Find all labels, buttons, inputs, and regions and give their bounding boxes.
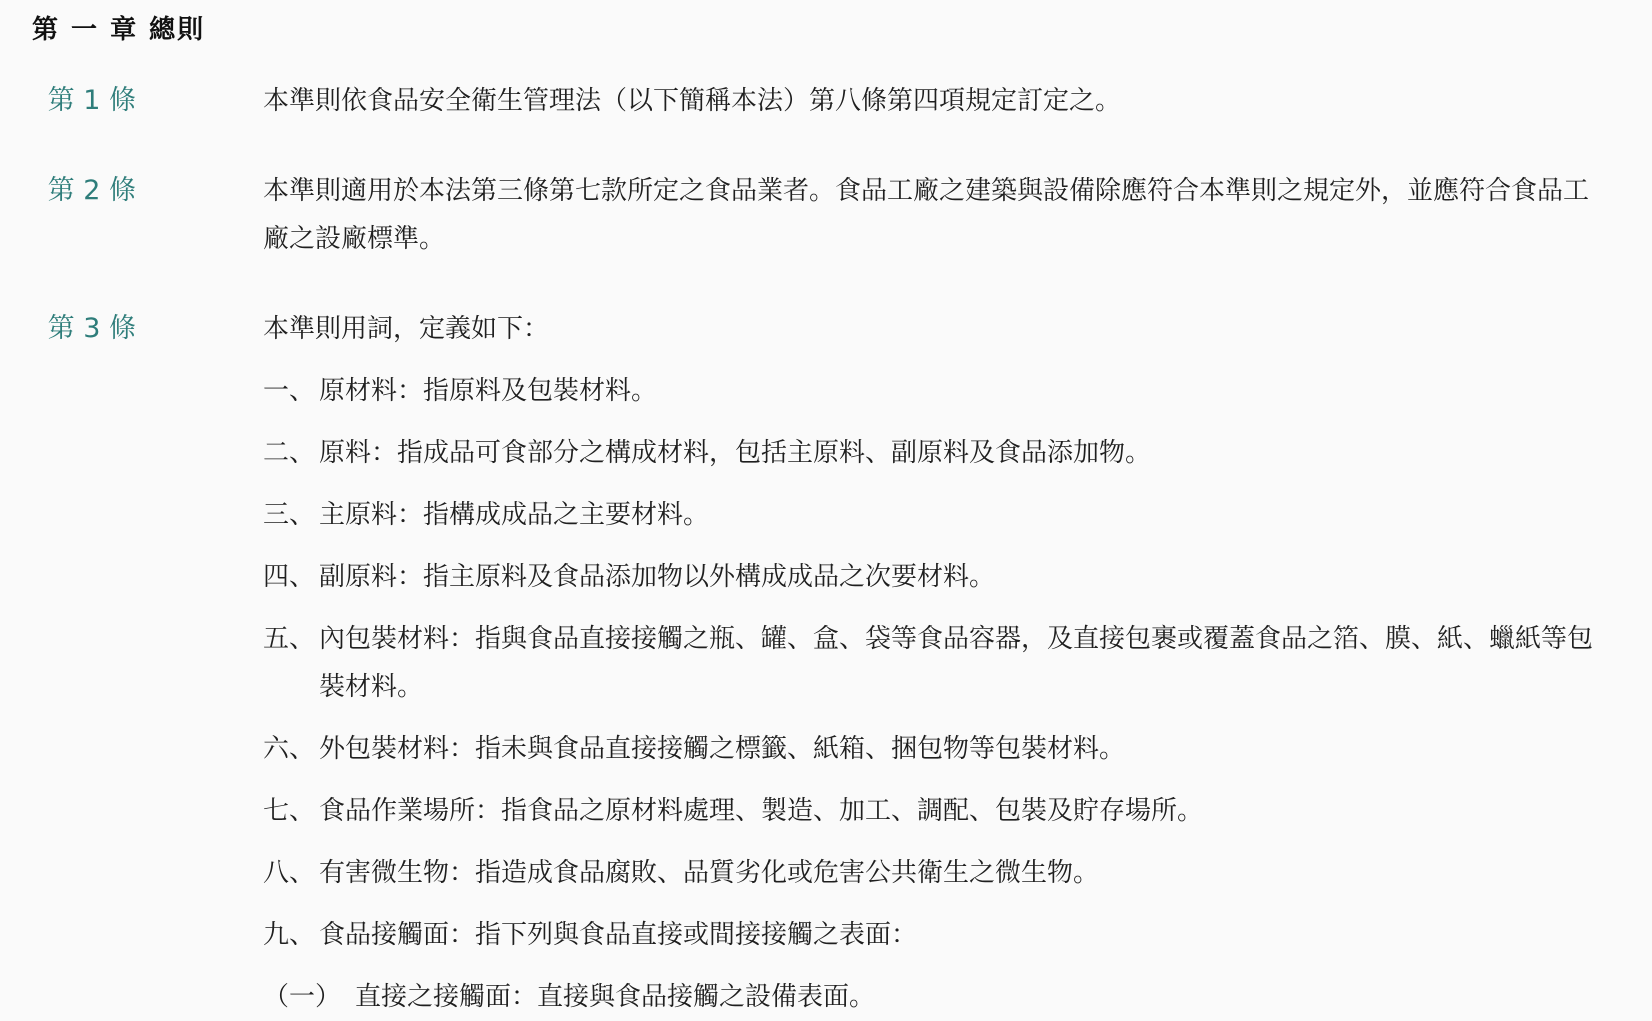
article-intro: 本準則用詞，定義如下： xyxy=(263,314,550,344)
item-number: 八、 xyxy=(263,858,316,888)
item-number: 九、 xyxy=(263,920,316,950)
definition-item xyxy=(263,367,1603,415)
definition-item xyxy=(263,849,1603,897)
article-number-link[interactable]: 第 2 條 xyxy=(47,175,136,206)
item-number: 四、 xyxy=(263,562,316,592)
item-number: 三、 xyxy=(263,500,316,530)
item-text: 原料：指成品可食部分之構成材料，包括主原料、副原料及食品添加物。 xyxy=(319,438,1152,468)
item-text: 副原料：指主原料及食品添加物以外構成成品之次要材料。 xyxy=(319,562,996,592)
definition-item xyxy=(263,615,1603,711)
sub-item-number: （一） xyxy=(263,982,342,1012)
item-text: 主原料：指構成成品之主要材料。 xyxy=(319,500,710,530)
item-number: 二、 xyxy=(263,438,316,468)
definition-item xyxy=(263,725,1603,773)
article-content xyxy=(263,305,1603,1021)
chapter-title: 第 一 章 總則 xyxy=(32,15,206,45)
definition-item xyxy=(263,429,1603,477)
article-text: 本準則適用於本法第三條第七款所定之食品業者。食品工廠之建築與設備除應符合本準則之規定外，並應符合食品工廠之設廠標準。 xyxy=(263,176,1590,254)
article-number-link[interactable]: 第 3 條 xyxy=(47,313,136,344)
item-text: 外包裝材料：指未與食品直接接觸之標籤、紙箱、捆包物等包裝材料。 xyxy=(319,734,1126,764)
definition-item xyxy=(263,911,1603,959)
definition-item xyxy=(263,787,1603,835)
sub-item-text: 直接之接觸面：直接與食品接觸之設備表面。 xyxy=(355,982,876,1012)
item-number: 五、 xyxy=(263,624,316,654)
item-text: 內包裝材料：指與食品直接接觸之瓶、罐、盒、袋等食品容器，及直接包裹或覆蓋食品之箔、膜、紙、蠟紙等包裝材料。 xyxy=(319,624,1594,702)
item-number: 七、 xyxy=(263,796,316,826)
article-number-link[interactable]: 第 1 條 xyxy=(47,85,136,116)
sub-definition-item xyxy=(263,973,1603,1021)
item-number: 六、 xyxy=(263,734,316,764)
definition-item xyxy=(263,491,1603,539)
definition-list xyxy=(263,367,1603,1021)
item-number: 一、 xyxy=(263,376,316,406)
item-text: 有害微生物：指造成食品腐敗、品質劣化或危害公共衛生之微生物。 xyxy=(319,858,1100,888)
article-text: 本準則依食品安全衛生管理法（以下簡稱本法）第八條第四項規定訂定之。 xyxy=(263,86,1122,116)
item-text: 食品接觸面：指下列與食品直接或間接接觸之表面： xyxy=(319,920,918,950)
definition-item xyxy=(263,553,1603,601)
item-text: 原材料：指原料及包裝材料。 xyxy=(319,376,658,406)
item-text: 食品作業場所：指食品之原材料處理、製造、加工、調配、包裝及貯存場所。 xyxy=(319,796,1204,826)
